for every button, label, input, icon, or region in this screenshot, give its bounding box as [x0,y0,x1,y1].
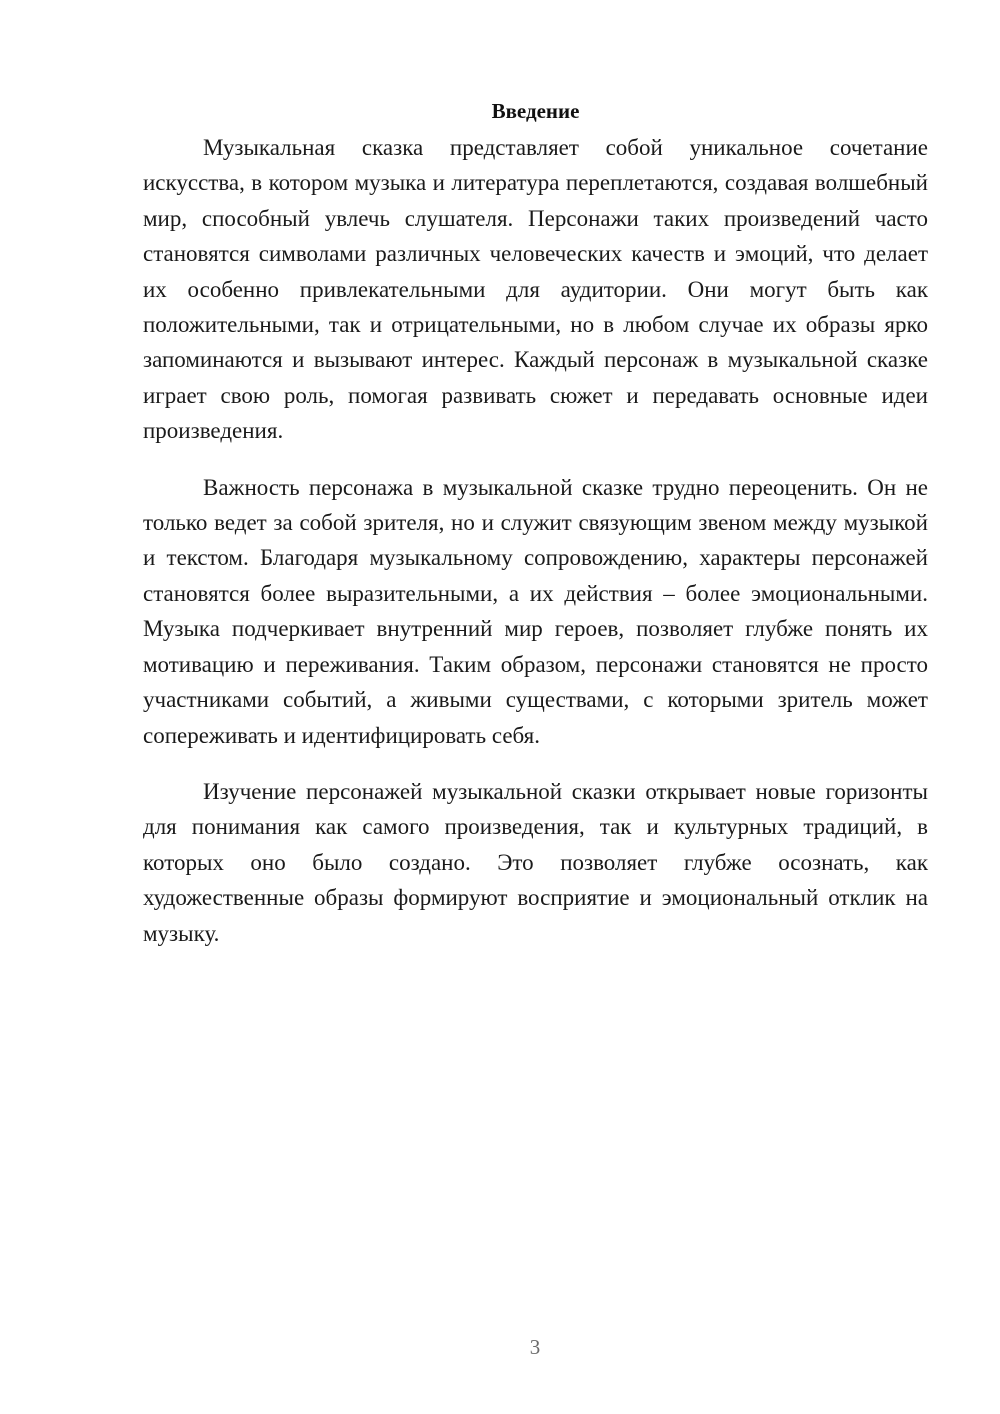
paragraph-study: Изучение персонажей музыкальной сказки открывает новые горизонты для понимания как самого произведения, так и культурных традиций, в которых оно было создано. Это позволяет глубже осознать, как художественные образы формируют восприятие и эмоциональный отклик на музыку. [143,778,928,946]
page-content [143,94,928,951]
section-title: Введение [491,99,580,123]
paragraph-character-importance: Важность персонажа в музыкальной сказке трудно переоценить. Он не только ведет за собой зрителя, но и служит связующим звеном между музыкой и текстом. Благодаря музыкальному сопровождению, характеры персонажей становятся более выразительными, а их действия – более эмоциональными. Музыка подчеркивает внутренний мир героев, позволяет глубже понять их мотивацию и переживания. Таким образом, персонажи становятся не просто участниками событий, а живыми существами, с которыми зритель может сопереживать и идентифицировать себя. [143,474,928,748]
page-number: 3 [529,1335,541,1359]
paragraph-intro: Музыкальная сказка представляет собой уникальное сочетание искусства, в котором музыка и литература переплетаются, создавая волшебный мир, способный увлечь слушателя. Персонажи таких произведений часто становятся символами различных человеческих качеств и эмоций, что делает их особенно привлекательными для аудитории. Они могут быть как положительными, так и отрицательными, но в любом случае их образы ярко запоминаются и вызывают интерес. Каждый персонаж в музыкальной сказке играет свою роль, помогая развивать сюжет и передавать основные идеи произведения. [143,135,928,444]
